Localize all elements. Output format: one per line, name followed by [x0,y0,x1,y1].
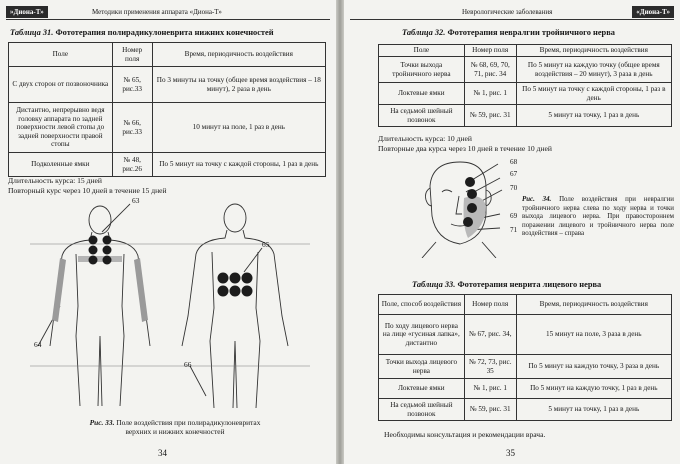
right-page-number: 35 [506,448,515,458]
cell-time: По 5 минут на каждую точку, 3 раза в день [516,355,671,379]
table-row [379,83,672,105]
cell-time: По 5 минут на каждую точку (общее время воздействия – 20 минут), 3 раза в день [516,57,671,83]
cell-time: 15 минут на поле, 3 раза в день [516,315,671,355]
cell-number: № 1, рис. 1 [464,83,516,105]
fig-label-65: 65 [262,240,270,249]
cell-field: По ходу лицевого нерва на лице «гусиная лапка», дистантно [379,315,465,355]
right-running-header [344,6,680,18]
consultation-note: Необходимы консультация и рекомендации врача. [384,430,546,439]
table-row [379,57,672,83]
face-figure [416,158,508,258]
col-header: Поле, способ воздействия [379,295,465,315]
col-header: Время, периодичность воздействия [152,43,325,67]
cell-number: № 59, рис. 31 [464,105,516,127]
table32-title: Таблица 32. Фототерапия невралгии тройничного нерва [402,28,615,37]
table33-title: Таблица 33. Фототерапия неврита лицевого нерва [412,280,602,289]
cell-time: По 5 минут на точку с каждой стороны, 1 раз в день [152,153,325,177]
cell-time: По 5 минут на каждую точку, 1 раз в день [516,379,671,399]
col-header: Время, периодичность воздействия [516,45,671,57]
body-figure [30,196,310,418]
col-header: Поле [379,45,465,57]
cell-field: Точки выхода лицевого нерва [379,355,465,379]
cell-number: № 59, рис. 31 [464,399,516,421]
cell-number: № 72, 73, рис. 35 [464,355,516,379]
figure33-caption: Рис. 33. Поле воздействия при полирадикулоневритах верхних и нижних конечностей [89,418,261,436]
col-header: Время, периодичность воздействия [516,295,671,315]
table-row [379,315,672,355]
figure34-caption: Рис. 34. Поле воздействия при невралгии тройничного нерва слева по ходу нерва и точки выхода лицевого нерва. При правостороннем поражении лицевого и тройничного нерва поле воздействия – справа [522,196,674,238]
cell-time: По 5 минут на точку с каждой стороны, 1 раз в день [516,83,671,105]
table33 [378,294,672,421]
cell-field: Подколенные ямки [9,153,113,177]
right-page [344,0,680,464]
cell-time: 10 минут на поле, 1 раз в день [152,103,325,153]
table-row [9,153,326,177]
cell-field: Локтевые ямки [379,379,465,399]
left-running-header [0,6,336,18]
col-header: Номер поля [464,45,516,57]
right-header-tag: «Диона-Т» [632,6,674,18]
cell-field: На седьмой шейный позвонок [379,105,465,127]
table32 [378,44,672,127]
table-header-row [379,45,672,57]
col-header: Номер поля [464,295,516,315]
left-header-tag: »Диона-Т» [6,6,48,18]
fig-label-66: 66 [184,360,192,369]
face-label-70: 70 [510,184,518,192]
cell-field: Локтевые ямки [379,83,465,105]
table-header-row [379,295,672,315]
col-header: Поле [9,43,113,67]
table-row [379,105,672,127]
cell-number: № 1, рис. 1 [464,379,516,399]
course-duration: Длительность курса: 15 дней [8,176,102,185]
left-page [0,0,336,464]
face-label-71: 71 [510,226,518,234]
right-header-rule [350,19,674,20]
cell-field: Дистантно, непрерывно ведя головку аппарата по задней поверхности левой стопы до задней поверхности правой стопы [9,103,113,153]
cell-time: 5 минут на точку, 1 раз в день [516,399,671,421]
cell-number: № 65, рис.33 [112,67,152,103]
fig-label-63: 63 [132,196,140,205]
table31 [8,42,326,177]
table31-title: Таблица 31. Фототерапия полирадикулоневрита нижних конечностей [10,28,274,37]
cell-time: По 3 минуты на точку (общее время воздействия – 18 минут), 2 раза в день [152,67,325,103]
left-header-rule [6,19,330,20]
fig-label-64: 64 [34,340,42,349]
cell-field: На седьмой шейный позвонок [379,399,465,421]
table-row [379,355,672,379]
cell-number: № 68, 69, 70, 71, рис. 34 [464,57,516,83]
right-header-text: Неврологические заболевания [462,8,553,16]
face-label-68: 68 [510,158,518,166]
table-row [379,399,672,421]
table-row [9,67,326,103]
face-label-67: 67 [510,170,518,178]
course-duration: Длительность курса: 10 дней [378,134,472,143]
table-header-row [9,43,326,67]
repeat-course: Повторные два курса через 10 дней в течение 10 дней [378,144,552,153]
cell-field: Точки выхода тройничного нерва [379,57,465,83]
cell-time: 5 минут на точку, 1 раз в день [516,105,671,127]
cell-number: № 67, рис. 34, [464,315,516,355]
face-illustration [416,158,508,258]
col-header: Номер поля [112,43,152,67]
cell-number: № 66, рис.33 [112,103,152,153]
table-row [379,379,672,399]
face-label-69: 69 [510,212,518,220]
table-row [9,103,326,153]
cell-number: № 48, рис.26 [112,153,152,177]
left-page-number: 34 [158,448,167,458]
left-header-text: Методики применения аппарата «Диона-Т» [92,8,222,16]
body-outlines-illustration [30,196,310,418]
repeat-course: Повторный курс через 10 дней в течение 15 дней [8,186,167,195]
book-gutter [336,0,344,464]
cell-field: С двух сторон от позвоночника [9,67,113,103]
